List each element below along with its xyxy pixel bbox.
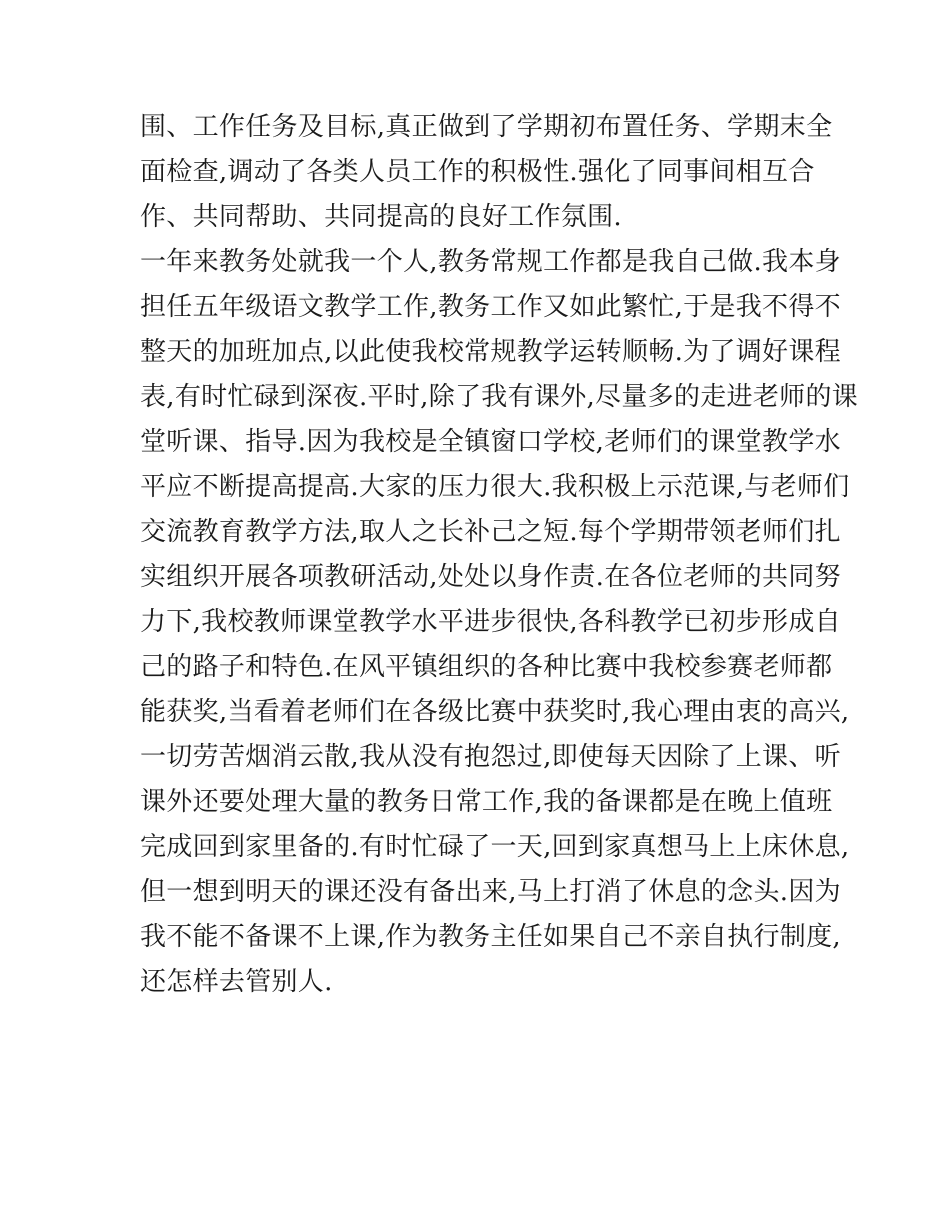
text-line: 我不能不备课不上课,作为教务主任如果自己不亲自执行制度, [140, 922, 841, 952]
text-line: 能获奖,当看着老师们在各级比赛中获奖时,我心理由衷的高兴, [140, 697, 850, 727]
text-line: 围、工作任务及目标,真正做到了学期初布置任务、学期末全 [140, 112, 833, 142]
text-line: 但一想到明天的课还没有备出来,马上打消了休息的念头.因为 [140, 877, 841, 907]
text-line: 整天的加班加点,以此使我校常规教学运转顺畅.为了调好课程 [140, 337, 841, 367]
text-line: 表,有时忙碌到深夜.平时,除了我有课外,尽量多的走进老师的课 [140, 382, 859, 412]
text-line: 堂听课、指导.因为我校是全镇窗口学校,老师们的课堂教学水 [140, 427, 841, 457]
text-line: 作、共同帮助、共同提高的良好工作氛围. [140, 202, 622, 232]
text-line: 课外还要处理大量的教务日常工作,我的备课都是在晚上值班 [140, 787, 833, 817]
text-line: 担任五年级语文教学工作,教务工作又如此繁忙,于是我不得不 [140, 292, 841, 322]
text-line: 还怎样去管别人. [140, 967, 333, 997]
text-line: 完成回到家里备的.有时忙碌了一天,回到家真想马上上床休息, [140, 832, 850, 862]
text-line: 一年来教务处就我一个人,教务常规工作都是我自己做.我本身 [140, 247, 841, 277]
text-line: 交流教育教学方法,取人之长补己之短.每个学期带领老师们扎 [140, 517, 841, 547]
text-line: 一切劳苦烟消云散,我从没有抱怨过,即使每天因除了上课、听 [140, 742, 841, 772]
body-text [140, 105, 859, 1005]
text-line: 面检查,调动了各类人员工作的积极性.强化了同事间相互合 [140, 157, 815, 187]
text-line: 实组织开展各项教研活动,处处以身作责.在各位老师的共同努 [140, 562, 841, 592]
text-line: 力下,我校教师课堂教学水平进步很快,各科教学已初步形成自 [140, 607, 841, 637]
text-line: 平应不断提高提高.大家的压力很大.我积极上示范课,与老师们 [140, 472, 850, 502]
text-line: 己的路子和特色.在风平镇组织的各种比赛中我校参赛老师都 [140, 652, 833, 682]
